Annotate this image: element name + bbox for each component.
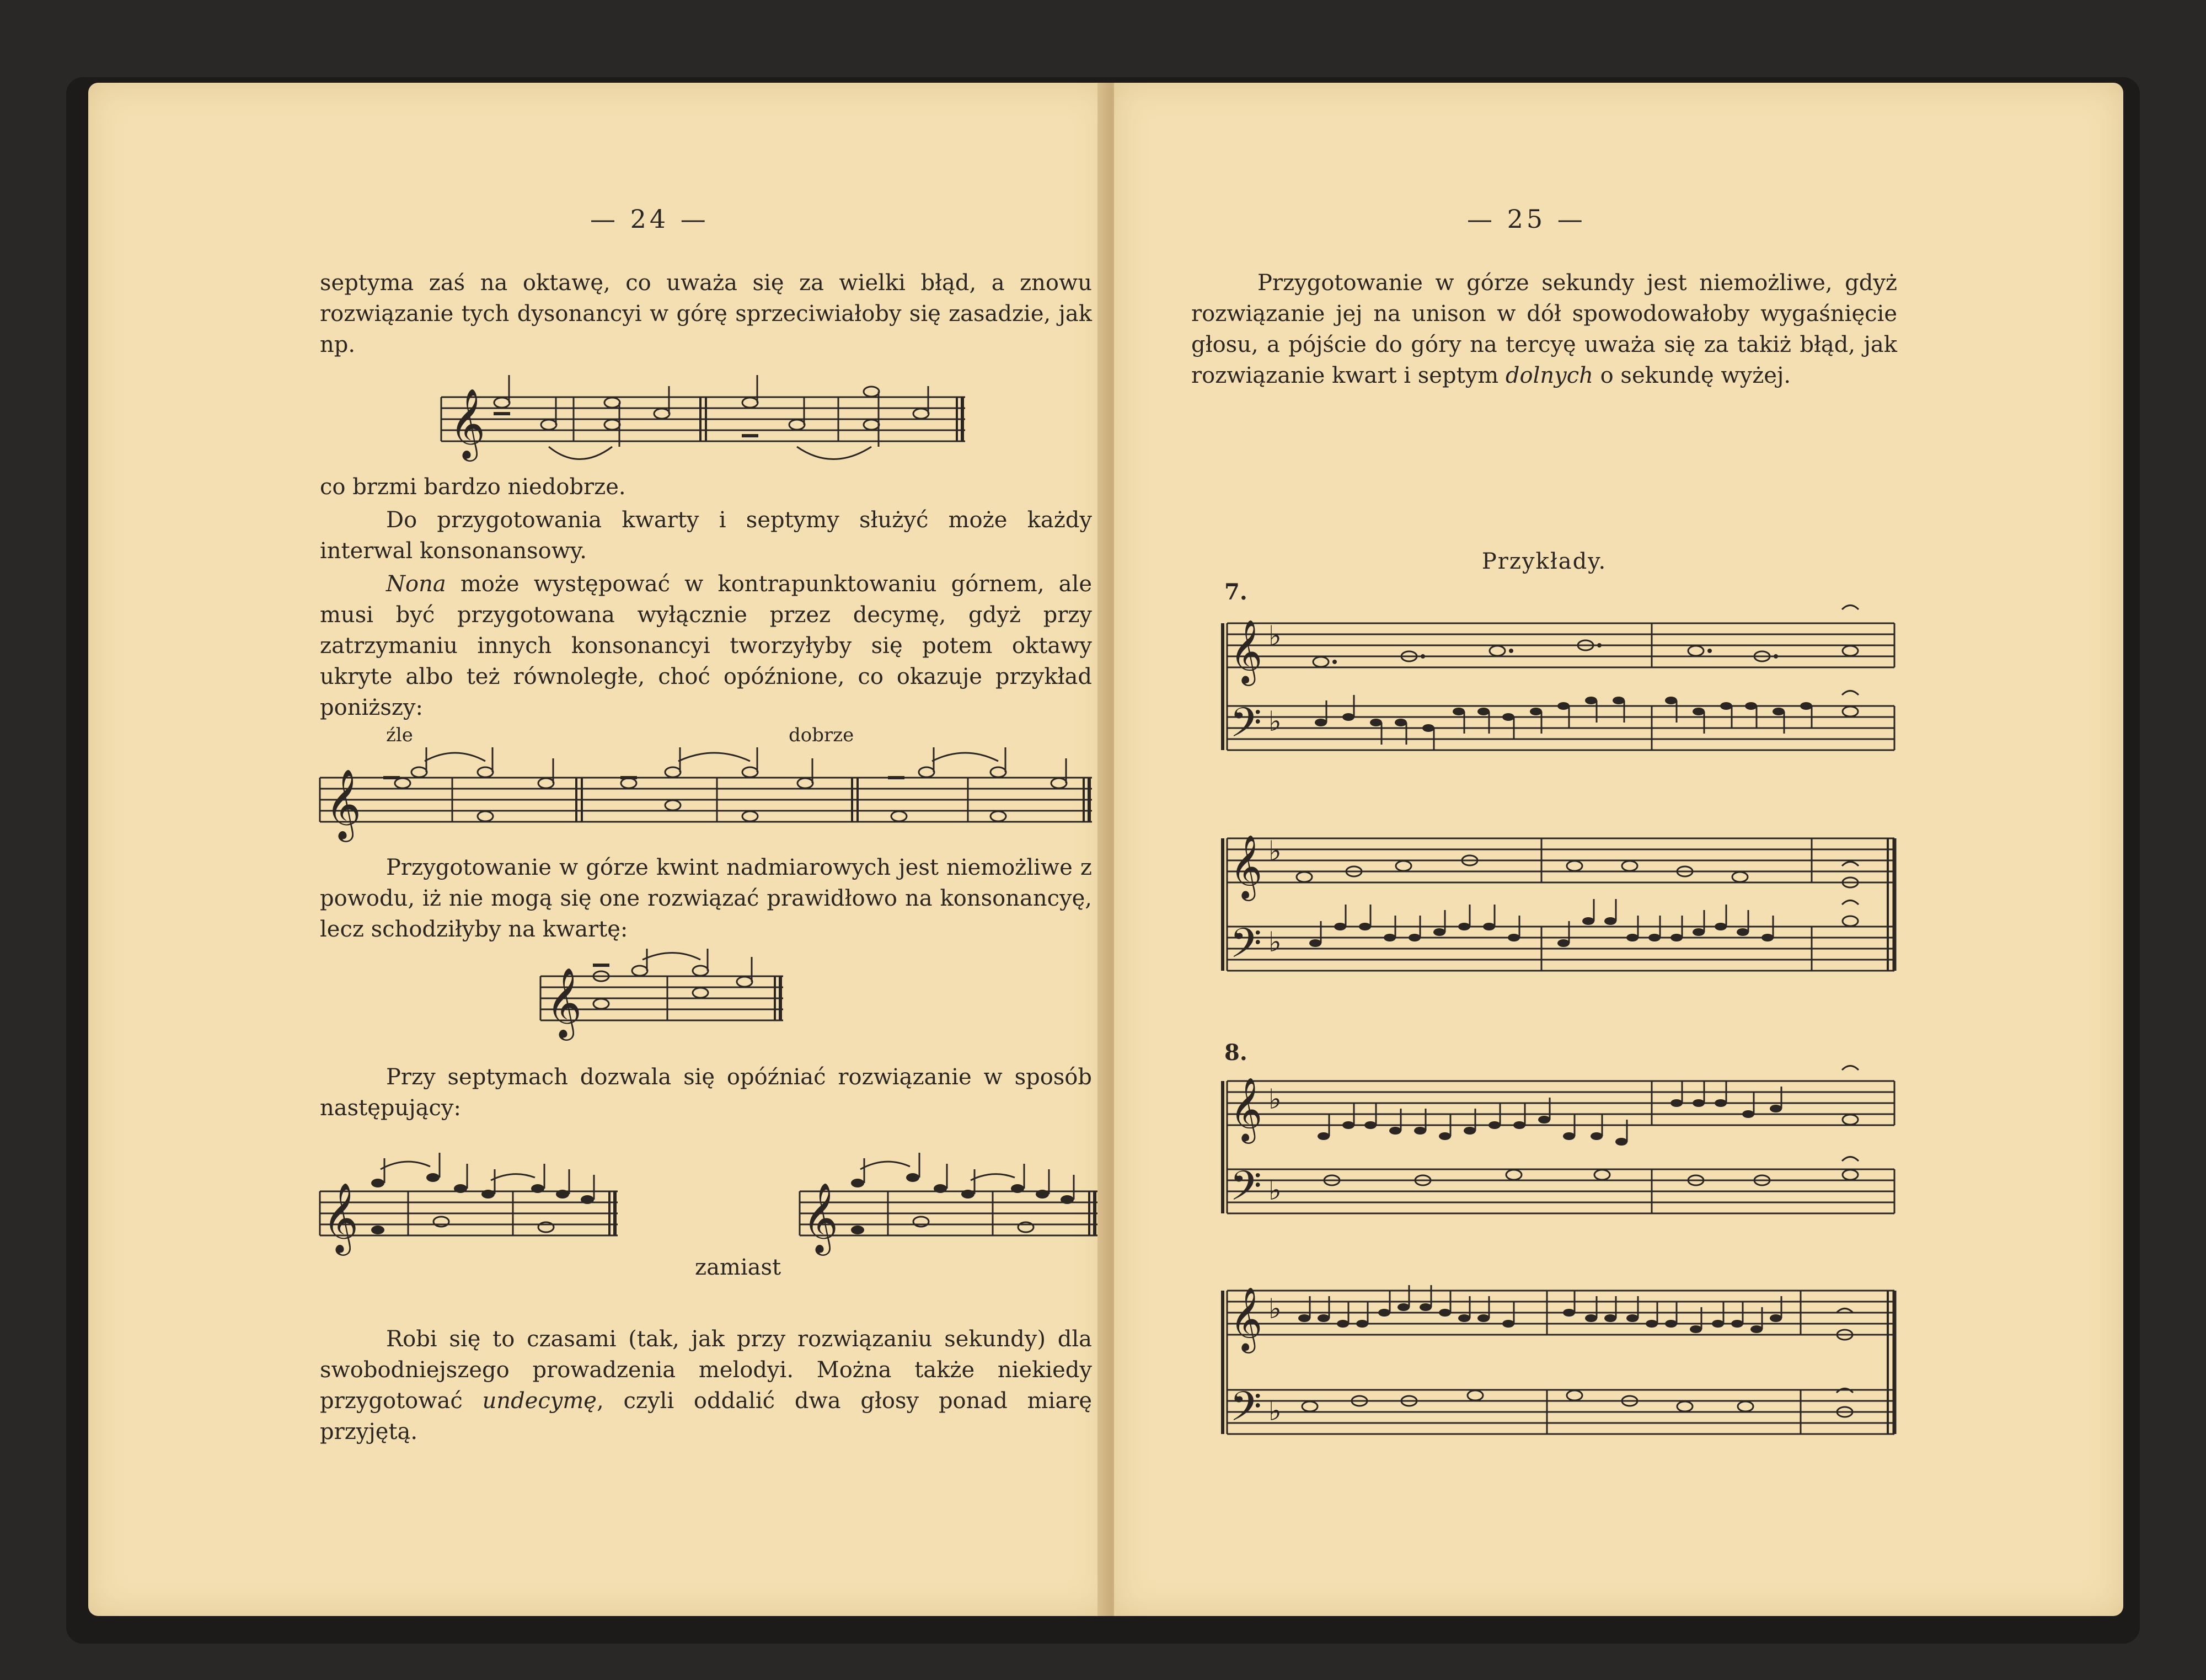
svg-text:𝄢: 𝄢 bbox=[1230, 699, 1262, 757]
svg-text:♭: ♭ bbox=[1268, 1293, 1282, 1325]
music-example-nona bbox=[320, 745, 1092, 838]
undecyme-term: undecymę bbox=[482, 1388, 597, 1414]
right-page bbox=[1114, 83, 2123, 1616]
svg-text:𝄞: 𝄞 bbox=[449, 388, 486, 458]
music-example-seventh-delay bbox=[320, 1158, 1097, 1253]
label-good: dobrze bbox=[789, 724, 854, 746]
example-8-number: 8. bbox=[1224, 1040, 1247, 1066]
svg-text:♭: ♭ bbox=[1268, 705, 1282, 737]
left-para-4 bbox=[320, 569, 1092, 723]
dolnych-term: dolnych bbox=[1505, 363, 1593, 388]
label-instead: zamiast bbox=[695, 1255, 781, 1280]
example-7-system-1 bbox=[1211, 612, 1900, 772]
examples-heading: Przykłady. bbox=[1481, 549, 1607, 574]
right-para-1-b: o sekundę wyżej. bbox=[1593, 363, 1791, 388]
left-para-5: Przygotowanie w górze kwint nadmiarowych jest niemożliwe z powodu, iż nie mogą się one rozwiązać prawidłowo na konsonancyę, lecz schodziłyby na kwartę: bbox=[320, 855, 1092, 942]
svg-text:𝄞: 𝄞 bbox=[546, 967, 582, 1037]
left-para-3: Do przygotowania kwarty i septymy służyć może każdy interwal konsonansowy. bbox=[320, 507, 1092, 564]
example-7-number: 7. bbox=[1224, 579, 1247, 605]
left-page bbox=[88, 83, 1109, 1616]
svg-text:♭: ♭ bbox=[1268, 926, 1282, 958]
svg-text:𝄞: 𝄞 bbox=[1230, 1286, 1263, 1351]
svg-text:𝄞: 𝄞 bbox=[1230, 1077, 1263, 1141]
page-number-left: — 24 — bbox=[590, 204, 709, 234]
page-number-right: — 25 — bbox=[1467, 204, 1586, 234]
left-para-1: septyma zaś na oktawę, co uważa się za wielki błąd, a znowu rozwiązanie tych dysonancyi w górę sprzeciwiałoby się zasadzie, jak np. bbox=[320, 270, 1092, 357]
example-7-system-2 bbox=[1211, 827, 1900, 993]
left-para-2: co brzmi bardzo niedobrze. bbox=[320, 474, 626, 500]
svg-text:𝄞: 𝄞 bbox=[323, 1182, 359, 1253]
left-para-7 bbox=[320, 1324, 1092, 1447]
svg-text:𝄢: 𝄢 bbox=[1230, 1162, 1262, 1220]
svg-text:𝄞: 𝄞 bbox=[802, 1182, 839, 1253]
nona-term: Nona bbox=[386, 571, 446, 597]
svg-text:𝄞: 𝄞 bbox=[1230, 619, 1263, 683]
svg-text:𝄢: 𝄢 bbox=[1230, 1383, 1262, 1441]
svg-text:𝄢: 𝄢 bbox=[1230, 919, 1262, 977]
left-para-4-text: może występować w kontrapunktowaniu górnem, ale musi być przygotowana wyłącznie przez decymę, gdyż przy zatrzymaniu innych konsonancyi tworzyłyby się potem oktawy ukryte albo też równoległe, choć opóźnione, co okazuje przykład poniższy: bbox=[320, 571, 1092, 720]
left-para-7-a: Robi się to czasami (tak, jak przy rozwiązaniu sekundy) dla swobodniejszego prowadzenia melodyi. Można także niekiedy przygotować bbox=[320, 1326, 1092, 1414]
right-para-1-a: Przygotowanie w górze sekundy jest niemożliwe, gdyż rozwiązanie jej na unison w dół spowodowałoby wygaśnięcie głosu, a pójście do góry na tercyę uważa się za takiż błąd, jak rozwiązanie kwart i septym bbox=[1191, 270, 1897, 388]
svg-text:♭: ♭ bbox=[1268, 835, 1282, 867]
svg-text:♭: ♭ bbox=[1268, 620, 1282, 652]
svg-text:♭: ♭ bbox=[1268, 1083, 1282, 1115]
svg-text:♭: ♭ bbox=[1268, 1174, 1282, 1206]
label-bad: źle bbox=[386, 724, 413, 746]
right-para-1 bbox=[1191, 267, 1897, 391]
music-example-augmented-fifth bbox=[540, 954, 783, 1037]
svg-text:♭: ♭ bbox=[1268, 1395, 1282, 1427]
svg-text:𝄞: 𝄞 bbox=[325, 768, 362, 839]
example-8-system-2 bbox=[1211, 1280, 1900, 1445]
left-para-7-b: , czyli oddalić dwa głosy ponad miarę przyjętą. bbox=[320, 1388, 1093, 1444]
music-example-1 bbox=[441, 375, 965, 480]
svg-text:𝄞: 𝄞 bbox=[1230, 834, 1263, 898]
example-8-system-1 bbox=[1211, 1070, 1900, 1230]
left-para-6: Przy septymach dozwala się opóźniać rozwiązanie w sposób następujący: bbox=[320, 1064, 1092, 1121]
